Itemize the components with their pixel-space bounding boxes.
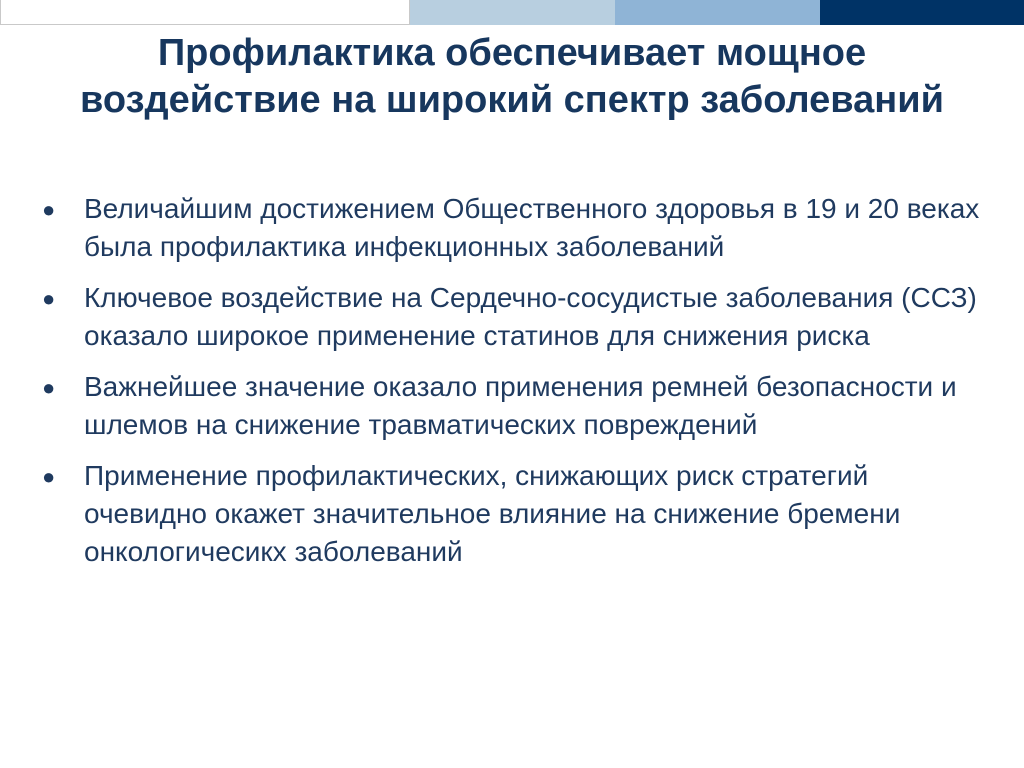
- bullet-item: [40, 279, 990, 355]
- bullet-dot-icon: ●: [42, 197, 56, 222]
- slide-title: Профилактика обеспечивает мощное воздействие на широкий спектр заболеваний: [80, 32, 944, 121]
- top-bar-segment-mid: [615, 0, 820, 25]
- bullet-text: Величайшим достижением Общественного здоровья в 19 и 20 веках была профилактика инфекционных заболеваний: [84, 193, 980, 262]
- bullet-list: [40, 190, 990, 584]
- decorative-top-bar: [0, 0, 1024, 25]
- bullet-item: [40, 190, 990, 266]
- bullet-text: Важнейшее значение оказало применения ремней безопасности и шлемов на снижение травматических повреждений: [84, 371, 957, 440]
- top-bar-segment-white: [0, 0, 410, 25]
- bullet-item: [40, 457, 990, 571]
- bullet-dot-icon: ●: [42, 375, 56, 400]
- top-bar-segment-dark: [820, 0, 1024, 25]
- bullet-dot-icon: ●: [42, 464, 56, 489]
- bullet-dot-icon: ●: [42, 286, 56, 311]
- bullet-text: Ключевое воздействие на Сердечно-сосудистые заболевания (ССЗ) оказало широкое применение статинов для снижения риска: [84, 282, 977, 351]
- bullet-text: Применение профилактических, снижающих риск стратегий очевидно окажет значительное влияние на снижение бремени онкологичесикх заболеваний: [84, 460, 901, 567]
- top-bar-segment-light: [410, 0, 615, 25]
- bullet-item: [40, 368, 990, 444]
